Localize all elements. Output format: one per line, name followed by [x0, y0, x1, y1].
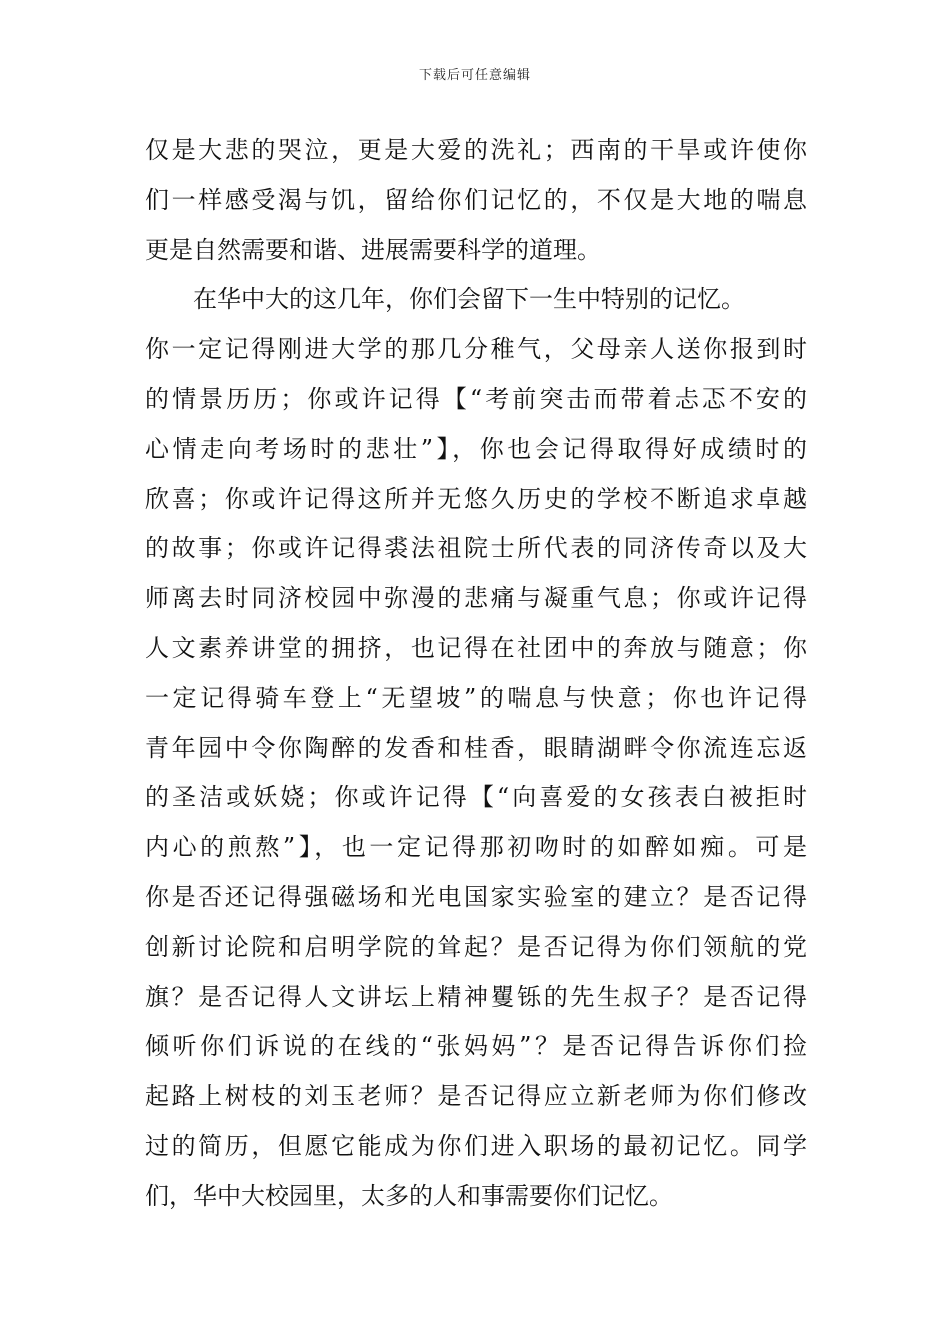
- text-line: 师离去时同济校园中弥漫的悲痛与凝重气息；你或许记得: [145, 584, 807, 613]
- text-line: 人文素养讲堂的拥挤，也记得在社团中的奔放与随意；你: [145, 633, 807, 662]
- text-line: 内心的煎熬”】，也一定记得那初吻时的如醉如痴。可是: [145, 833, 807, 862]
- paragraph-2: [145, 275, 807, 1221]
- text-line: 你是否还记得强磁场和光电国家实验室的建立？是否记得: [145, 882, 807, 911]
- page-header: 下载后可任意编辑: [418, 68, 531, 83]
- text-line: 青年园中令你陶醉的发香和桂香，眼睛湖畔令你流连忘返: [145, 733, 807, 762]
- text-line: 一定记得骑车登上“无望坡”的喘息与快意；你也许记得: [145, 683, 807, 712]
- text-line: 起路上树枝的刘玉老师？是否记得应立新老师为你们修改: [145, 1082, 807, 1111]
- text-line: 欣喜；你或许记得这所并无悠久历史的学校不断追求卓越: [145, 484, 807, 513]
- text-line: 你一定记得刚进大学的那几分稚气，父母亲人送你报到时: [145, 335, 807, 364]
- paragraph-1: [145, 126, 807, 275]
- text-line: 倾听你们诉说的在线的“张妈妈”？是否记得告诉你们捡: [145, 1032, 807, 1061]
- text-line: 们一样感受渴与饥，留给你们记忆的，不仅是大地的喘息: [145, 185, 807, 214]
- text-line: 旗？是否记得人文讲坛上精神矍铄的先生叔子？是否记得: [145, 982, 807, 1011]
- text-line: 仅是大悲的哭泣，更是大爱的洗礼；西南的干旱或许使你: [145, 136, 807, 164]
- text-line: 的情景历历；你或许记得【“考前突击而带着忐忑不安的: [145, 384, 807, 413]
- text-line: 的圣洁或妖娆；你或许记得【“向喜爱的女孩表白被拒时: [145, 783, 807, 812]
- text-line: 心情走向考场时的悲壮”】，你也会记得取得好成绩时的: [145, 434, 807, 463]
- document-body: [145, 126, 807, 1222]
- text-line: 们，华中大校园里，太多的人和事需要你们记忆。: [145, 1181, 673, 1210]
- text-line: 过的简历，但愿它能成为你们进入职场的最初记忆。同学: [145, 1131, 807, 1160]
- text-line: 在华中大的这几年，你们会留下一生中特别的记忆。: [145, 285, 745, 314]
- text-line: 更是自然需要和谐、进展需要科学的道理。: [145, 235, 601, 264]
- text-line: 的故事；你或许记得裘法祖院士所代表的同济传奇以及大: [145, 534, 807, 563]
- text-line: 创新讨论院和启明学院的耸起？是否记得为你们领航的党: [145, 932, 807, 961]
